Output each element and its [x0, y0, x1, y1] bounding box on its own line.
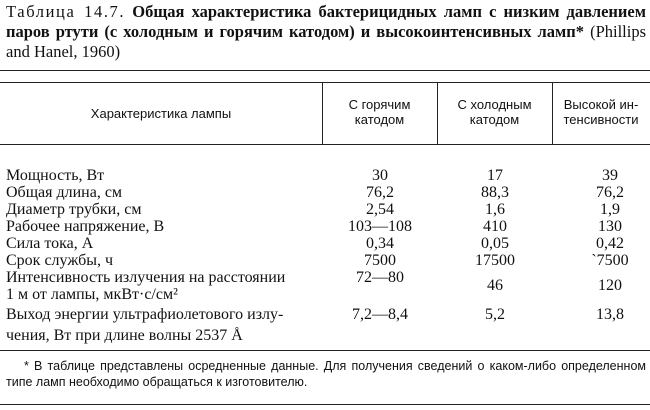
row-lifetime-label: Срок службы, ч: [6, 252, 114, 269]
row-power-hot: 30: [372, 167, 388, 184]
row-lifetime-high: `7500: [591, 252, 629, 269]
table-caption: [6, 2, 646, 62]
row-current-hot: 0,34: [366, 235, 394, 252]
row-uv-output-label-line2: чения, Вт при длине волны 2537 Å: [6, 327, 243, 344]
row-voltage-cold: 410: [483, 218, 507, 235]
header-cold-cathode-line2: катодом: [469, 112, 520, 127]
row-voltage-high: 130: [598, 218, 622, 235]
header-high-intensity-line2: тенсивности: [563, 112, 639, 127]
row-current-high: 0,42: [596, 235, 624, 252]
row-current-label: Сила тока, А: [6, 235, 94, 252]
row-intensity-high: 120: [598, 277, 622, 294]
row-diameter-label: Диаметр трубки, см: [6, 201, 142, 218]
row-length-cold: 88,3: [481, 184, 509, 201]
table-source: (Phillips and Hanel, 1960): [6, 22, 647, 61]
header-high-intensity: [552, 97, 650, 127]
row-uv-output-cold: 5,2: [485, 306, 505, 323]
row-voltage-label: Рабочее напряжение, В: [6, 218, 165, 235]
row-diameter-high: 1,9: [600, 201, 620, 218]
footnote: * В таблице представлены осредненные данные. Для получения сведений о каком-либо определенном типе ламп необходимо обращаться к изготовителю.: [6, 359, 646, 389]
header-cold-cathode-line1: С холодным: [457, 97, 532, 112]
row-lifetime-hot: 7500: [364, 252, 396, 269]
top-rule: [0, 70, 650, 71]
row-length-label: Общая длина, см: [6, 184, 123, 201]
row-diameter-cold: 1,6: [485, 201, 505, 218]
table-title: Общая характеристика бактерицидных ламп с низким давлением паров ртути (с холодным и горячим катодом) и высокоинтенсивных ламп*: [6, 2, 646, 41]
row-power-label: Мощность, Вт: [6, 167, 105, 184]
row-uv-output-high: 13,8: [596, 306, 624, 323]
page-bottom-rule: [0, 404, 650, 405]
header-hot-cathode: [322, 97, 437, 127]
row-length-high: 76,2: [596, 184, 624, 201]
row-intensity-label-line1: Интенсивность излучения на расстоянии: [6, 269, 286, 286]
row-voltage-hot: 103—108: [348, 218, 412, 235]
row-diameter-hot: 2,54: [366, 201, 394, 218]
row-lifetime-cold: 17500: [475, 252, 515, 269]
header-hot-cathode-line1: С горячим: [348, 97, 411, 112]
table-number: Таблица 14.7.: [6, 2, 126, 21]
row-intensity-cold: 46: [487, 277, 503, 294]
header-characteristic: Характеристика лампы: [90, 106, 232, 121]
header-cold-cathode: [437, 97, 552, 127]
row-length-hot: 76,2: [366, 184, 394, 201]
header-bottom-rule: [0, 144, 650, 145]
row-intensity-hot: 72—80: [356, 269, 404, 286]
header-hot-cathode-line2: катодом: [354, 112, 405, 127]
row-current-cold: 0,05: [481, 235, 509, 252]
table-bottom-rule: [0, 350, 650, 351]
header-high-intensity-line1: Высокой ин-: [563, 97, 639, 112]
row-power-cold: 17: [487, 167, 503, 184]
row-uv-output-label-line1: Выход энергии ультрафиолетового излу-: [6, 306, 284, 323]
row-intensity-label-line2: 1 м от лампы, мкВт·с/см²: [6, 286, 178, 303]
row-uv-output-hot: 7,2—8,4: [352, 306, 408, 323]
row-power-high: 39: [602, 167, 618, 184]
